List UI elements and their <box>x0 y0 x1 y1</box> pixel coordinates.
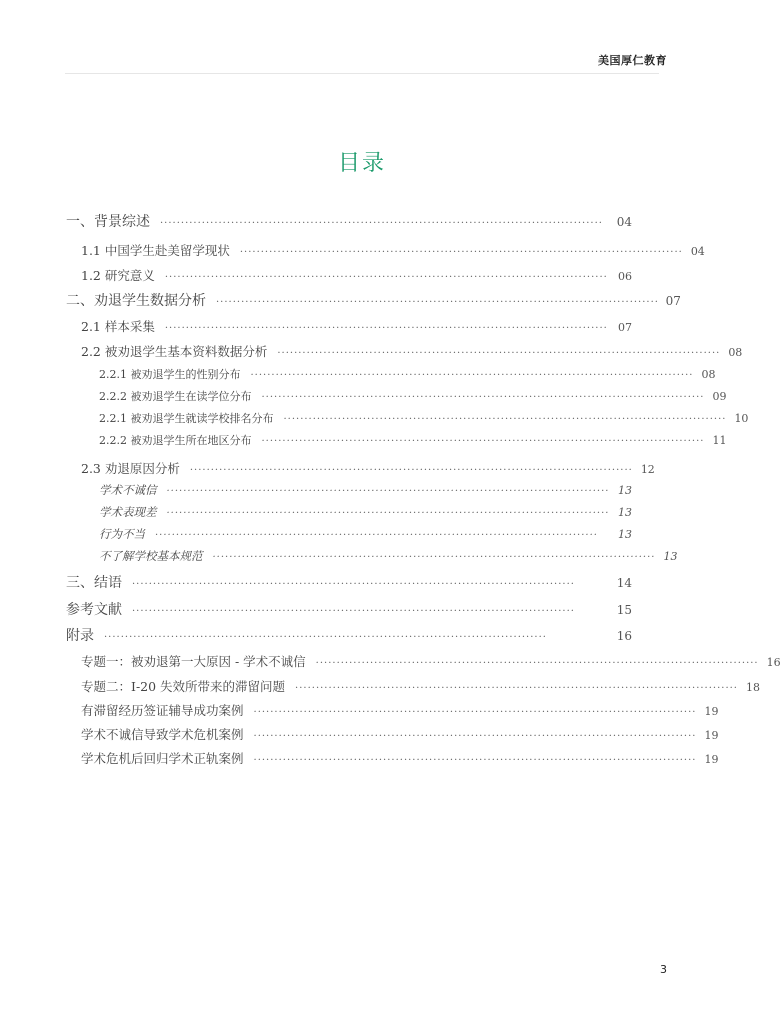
toc-leader-dots: ·········································································································· <box>164 323 608 334</box>
toc-entry-label: 学术不诚信导致学术危机案例 <box>81 727 244 742</box>
toc-entry-page: 14 <box>616 576 632 590</box>
toc-entry-page: 13 <box>663 550 678 563</box>
toc-entry-label: 附录 <box>66 628 94 644</box>
toc-entry-label: 2.2.2 被劝退学生所在地区分布 <box>99 434 252 447</box>
toc-entry-page: 16 <box>616 629 632 643</box>
toc-entry-page: 12 <box>640 463 655 476</box>
toc-leader-dots: ·········································································································· <box>216 297 659 308</box>
toc-entry-page: 18 <box>746 681 760 694</box>
toc-entry-label: 三、结语 <box>66 575 122 591</box>
toc-entry[interactable] <box>66 572 632 592</box>
toc-entry[interactable] <box>66 432 727 448</box>
toc-entry-label: 2.1 样本采集 <box>81 319 155 334</box>
toc-entry[interactable] <box>66 599 632 619</box>
toc-leader-dots: ·········································································································· <box>261 436 705 447</box>
toc-entry[interactable] <box>66 211 632 231</box>
toc-entry[interactable] <box>66 388 727 404</box>
toc-entry[interactable] <box>66 725 719 743</box>
toc-leader-dots: ·········································································································· <box>104 632 547 643</box>
header-organization: 美国厚仁教育 <box>598 54 667 67</box>
toc-leader-dots: ·········································································································· <box>132 579 575 590</box>
toc-entry-label: 参考文献 <box>66 602 122 618</box>
toc-entry-page: 19 <box>704 753 719 766</box>
toc-entry[interactable] <box>66 290 681 310</box>
toc-leader-dots: ·········································································································· <box>212 552 656 563</box>
toc-entry-label: 2.3 劝退原因分析 <box>81 461 180 476</box>
toc-entry[interactable] <box>66 266 632 284</box>
toc-entry-page: 19 <box>704 705 719 718</box>
toc-entry-page: 07 <box>618 321 632 334</box>
toc-entry-page: 16 <box>766 656 781 669</box>
toc-leader-dots: ·········································································································· <box>160 218 603 229</box>
toc-entry-label: 行为不当 <box>99 527 145 541</box>
toc-entry-label: 1.1 中国学生赴美留学现状 <box>81 243 230 258</box>
toc-entry-page: 07 <box>665 294 681 308</box>
toc-entry-page: 13 <box>618 484 632 497</box>
toc-leader-dots: ·········································································································· <box>315 658 759 669</box>
toc-entry[interactable] <box>66 342 743 360</box>
toc-entry-label: 2.2.1 被劝退学生就读学校排名分布 <box>99 412 274 425</box>
page-number: 3 <box>660 963 667 976</box>
toc-entry-label: 2.2.2 被劝退学生在读学位分布 <box>99 390 252 403</box>
toc-entry-label: 二、劝退学生数据分析 <box>66 293 206 309</box>
toc-entry-label: 学术危机后回归学术正轨案例 <box>81 751 244 766</box>
toc-leader-dots: ·········································································································· <box>250 370 694 381</box>
toc-entry-label: 1.2 研究意义 <box>81 268 155 283</box>
toc-entry[interactable] <box>66 625 632 645</box>
toc-leader-dots: ·········································································································· <box>189 465 633 476</box>
toc-entry-page: 04 <box>616 215 632 229</box>
toc-entry-label: 2.2.1 被劝退学生的性别分布 <box>99 368 241 381</box>
toc-entry-label: 不了解学校基本规范 <box>99 549 203 563</box>
toc-entry-page: 08 <box>728 346 743 359</box>
toc-entry-label: 专题二：I-20 失效所带来的滞留问题 <box>81 679 286 694</box>
toc-entry-label: 2.2 被劝退学生基本资料数据分析 <box>81 344 268 359</box>
toc-entry-label: 专题一：被劝退第一大原因 - 学术不诚信 <box>81 654 306 669</box>
toc-title: 目录 <box>337 151 386 176</box>
toc-entry-page: 15 <box>616 603 632 617</box>
toc-entry[interactable] <box>66 241 705 259</box>
toc-entry[interactable] <box>66 526 632 542</box>
toc-leader-dots: ·········································································································· <box>295 683 738 694</box>
toc-entry-label: 有滞留经历签证辅导成功案例 <box>81 703 244 718</box>
toc-leader-dots: ·········································································································· <box>283 414 727 425</box>
toc-entry[interactable] <box>66 701 719 719</box>
toc-entry-label: 学术不诚信 <box>99 483 157 497</box>
toc-entry[interactable] <box>66 482 632 498</box>
toc-entry[interactable] <box>66 677 760 695</box>
toc-entry[interactable] <box>66 459 655 477</box>
toc-entry[interactable] <box>66 652 781 670</box>
toc-entry-page: 09 <box>712 390 727 403</box>
toc-entry-page: 06 <box>618 270 632 283</box>
toc-leader-dots: ·········································································································· <box>132 606 575 617</box>
toc-entry-label: 学术表现差 <box>99 505 157 519</box>
toc-entry-page: 19 <box>704 729 719 742</box>
toc-leader-dots: ·········································································································· <box>239 247 683 258</box>
header-divider <box>65 73 659 74</box>
toc-entry-page: 10 <box>734 412 749 425</box>
toc-entry[interactable] <box>66 410 749 426</box>
toc-leader-dots: ·········································································································· <box>253 755 697 766</box>
toc-leader-dots: ·········································································································· <box>166 508 610 519</box>
toc-entry[interactable] <box>66 366 716 382</box>
toc-entry-page: 13 <box>618 506 632 519</box>
toc-entry-label: 一、背景综述 <box>66 214 150 230</box>
toc-entry[interactable] <box>66 504 632 520</box>
toc-leader-dots: ·········································································································· <box>253 707 697 718</box>
toc-leader-dots: ·········································································································· <box>253 731 697 742</box>
toc-entry-page: 13 <box>618 528 632 541</box>
toc-leader-dots: ·········································································································· <box>277 348 721 359</box>
toc-leader-dots: ·········································································································· <box>261 392 705 403</box>
toc-entry-page: 11 <box>712 434 727 447</box>
toc-entry[interactable] <box>66 548 678 564</box>
toc-entry[interactable] <box>66 317 632 335</box>
toc-leader-dots: ·········································································································· <box>164 272 608 283</box>
toc-leader-dots: ·········································································································· <box>166 486 610 497</box>
toc-entry[interactable] <box>66 749 719 767</box>
toc-entry-page: 08 <box>701 368 716 381</box>
toc-entry-page: 04 <box>690 245 705 258</box>
toc-leader-dots: ·········································································································· <box>155 530 598 541</box>
